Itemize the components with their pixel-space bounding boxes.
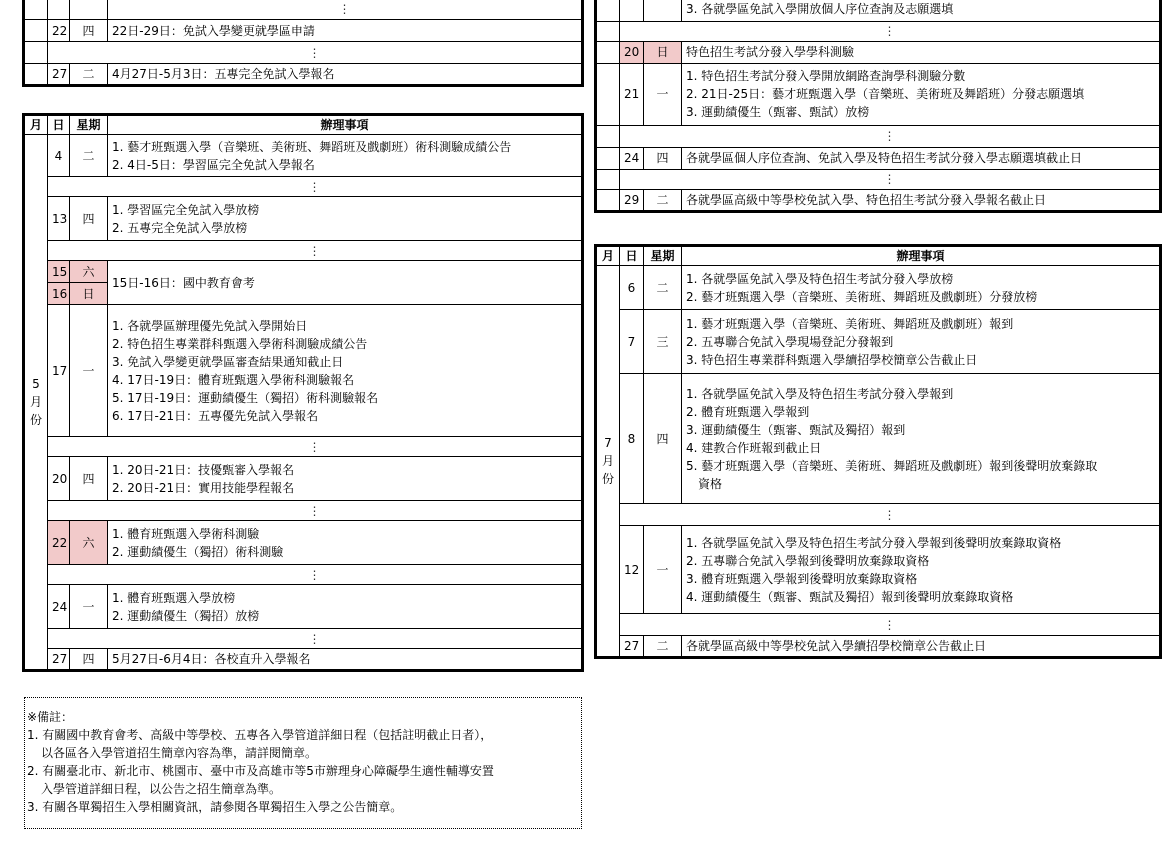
table-row [596, 636, 1161, 658]
table-row [24, 197, 583, 241]
day-cell: 22 [48, 521, 70, 565]
event-cell [682, 526, 1161, 614]
month-label-may: 5 月 份 [24, 135, 48, 671]
event-item: 3. 免試入學變更就學區審查結果通知截止日 [112, 354, 344, 369]
day-cell: 13 [48, 197, 70, 241]
ellipsis: ⋮ [48, 629, 583, 649]
event-item: 3. 各就學區免試入學開放個人序位查詢及志願選填 [682, 0, 1161, 21]
event-cell [108, 457, 583, 501]
weekday-cell: 六 [70, 261, 108, 283]
event-cell [108, 197, 583, 241]
july-schedule-table [594, 244, 1162, 659]
event-item: 1. 特色招生考試分發入學開放網路查詢學科測驗分數 [686, 69, 966, 83]
weekday-cell: 一 [644, 63, 682, 125]
event-cell [682, 189, 1161, 211]
weekday-cell: 四 [70, 649, 108, 671]
day-cell: 22 [48, 20, 70, 42]
weekday-cell: 四 [70, 197, 108, 241]
event-item: 各就學區高級中等學校免試入學續招學校簡章公告截止日 [686, 639, 987, 653]
event-item: 4. 17日-19日：體育班甄選入學術科測驗報名 [112, 372, 355, 387]
event-item: 2. 五專聯合免試入學報到後聲明放棄錄取資格 [686, 553, 930, 568]
table-row [596, 189, 1161, 211]
event-item: 2. 體育班甄選入學報到 [686, 404, 810, 419]
header-event: 辦理事項 [682, 246, 1161, 266]
day-cell: 6 [620, 266, 644, 310]
event-cell [682, 636, 1161, 658]
event-cell: 4月27日-5月3日：五專完全免試入學報名 [108, 64, 583, 86]
notes-title: ※備註： [27, 710, 74, 724]
june-fragment-table [594, 0, 1162, 213]
weekday-cell: 二 [644, 266, 682, 310]
weekday-cell: 一 [70, 585, 108, 629]
weekday-cell: 二 [70, 64, 108, 86]
event-item: 各就學區高級中等學校免試入學、特色招生考試分發入學報名截止日 [686, 192, 1047, 207]
ellipsis: ⋮ [48, 177, 583, 197]
day-cell: 15 [48, 261, 70, 283]
event-cell [108, 261, 583, 305]
header-event: 辦理事項 [108, 115, 583, 135]
table-row [24, 521, 583, 565]
ellipsis: ⋮ [48, 565, 583, 585]
weekday-cell: 日 [644, 41, 682, 63]
event-cell [682, 310, 1161, 374]
table-row [24, 261, 583, 283]
notes-box [24, 697, 582, 829]
event-item: 2. 五專完全免試入學放榜 [112, 220, 248, 235]
april-fragment-table [22, 0, 584, 87]
event-cell [682, 63, 1161, 125]
event-item: 1. 體育班甄選入學術科測驗 [112, 526, 260, 541]
event-item: 1. 各就學區免試入學及特色招生考試分發入學報到後聲明放棄錄取資格 [686, 535, 1062, 550]
table-row [24, 649, 583, 671]
ellipsis: ⋮ [620, 169, 1161, 189]
day-cell: 8 [620, 374, 644, 504]
event-item: 3. 體育班甄選入學報到後聲明放棄錄取資格 [686, 571, 918, 586]
event-item: 2. 21日-25日：藝才班甄選入學（音樂班、美術班及舞蹈班）分發志願選填 [686, 87, 1085, 101]
ellipsis: ⋮ [620, 21, 1161, 41]
day-cell: 24 [620, 147, 644, 169]
table-row [24, 135, 583, 177]
table-row [24, 585, 583, 629]
event-item: 2. 五專聯合免試入學現場登記分發報到 [686, 334, 894, 349]
event-item: 4. 運動績優生（甄審、甄試及獨招）報到後聲明放棄錄取資格 [686, 589, 1014, 604]
event-item: 2. 4日-5日：學習區完全免試入學報名 [112, 157, 315, 172]
event-item: 1. 藝才班甄選入學（音樂班、美術班、舞蹈班及戲劇班）報到 [686, 316, 1014, 331]
event-cell [682, 266, 1161, 310]
event-item: 1. 各就學區免試入學及特色招生考試分發入學放榜 [686, 271, 954, 286]
event-item: 2. 20日-21日：實用技能學程報名 [112, 480, 295, 495]
day-cell: 20 [620, 41, 644, 63]
day-cell: 7 [620, 310, 644, 374]
event-cell [682, 374, 1161, 504]
ellipsis: ⋮ [620, 614, 1161, 636]
event-item: 1. 各就學區免試入學及特色招生考試分發入學報到 [686, 386, 954, 401]
event-cell [108, 521, 583, 565]
event-item: 1. 體育班甄選入學放榜 [112, 590, 236, 605]
note-line: 以各區各入學管道招生簡章內容為準，請詳閱簡章。 [41, 746, 318, 760]
event-item: 資格 [686, 476, 723, 491]
table-row [596, 310, 1161, 374]
table-row [596, 374, 1161, 504]
event-item: 1. 20日-21日：技優甄審入學報名 [112, 462, 295, 477]
event-item: 1. 各就學區辦理優先免試入學開始日 [112, 318, 308, 333]
weekday-cell: 一 [70, 305, 108, 437]
day-cell: 4 [48, 135, 70, 177]
event-item: 2. 運動績優生（獨招）術科測驗 [112, 544, 284, 559]
day-cell: 12 [620, 526, 644, 614]
ellipsis: ⋮ [108, 0, 583, 20]
event-item: 1. 藝才班甄選入學（音樂班、美術班、舞蹈班及戲劇班）術科測驗成績公告 [112, 139, 512, 154]
table-row [24, 20, 583, 42]
event-cell: 22日-29日：免試入學變更就學區申請 [108, 20, 583, 42]
month-label-july: 7 月 份 [596, 266, 620, 658]
note-line: 3. 有關各單獨招生入學相關資訊，請參閱各單獨招生入學之公告簡章。 [27, 800, 403, 814]
event-item: 15日-16日：國中教育會考 [112, 275, 255, 290]
event-item: 2. 藝才班甄選入學（音樂班、美術班、舞蹈班及戲劇班）分發放榜 [686, 289, 1038, 304]
event-cell [682, 41, 1161, 63]
header-day: 日 [48, 115, 70, 135]
table-row [596, 526, 1161, 614]
event-item: 2. 特色招生專業群科甄選入學術科測驗成績公告 [112, 336, 368, 351]
table-row [596, 41, 1161, 63]
ellipsis: ⋮ [620, 125, 1161, 147]
event-item: 4. 建教合作班報到截止日 [686, 440, 822, 455]
table-row [596, 63, 1161, 125]
weekday-cell: 四 [70, 20, 108, 42]
day-cell: 27 [48, 64, 70, 86]
table-row [24, 305, 583, 437]
day-cell: 21 [620, 63, 644, 125]
table-row [596, 266, 1161, 310]
header-weekday: 星期 [70, 115, 108, 135]
event-item: 5. 17日-19日：運動績優生（獨招）術科測驗報名 [112, 390, 379, 405]
header-day: 日 [620, 246, 644, 266]
weekday-cell: 二 [644, 189, 682, 211]
event-item: 3. 特色招生專業群科甄選入學續招學校簡章公告截止日 [686, 352, 978, 367]
weekday-cell: 四 [644, 147, 682, 169]
day-cell: 27 [48, 649, 70, 671]
day-cell: 17 [48, 305, 70, 437]
day-cell: 29 [620, 189, 644, 211]
weekday-cell: 四 [70, 457, 108, 501]
ellipsis: ⋮ [48, 437, 583, 457]
table-row [596, 147, 1161, 169]
day-cell: 16 [48, 283, 70, 305]
event-cell [682, 147, 1161, 169]
day-cell: 24 [48, 585, 70, 629]
event-item: 2. 運動績優生（獨招）放榜 [112, 608, 260, 623]
event-item: 1. 學習區完全免試入學放榜 [112, 202, 260, 217]
note-line: 入學管道詳細日程，以公告之招生簡章為準。 [41, 782, 282, 796]
event-cell [108, 585, 583, 629]
table-row [24, 64, 583, 86]
ellipsis: ⋮ [48, 241, 583, 261]
event-item: 特色招生考試分發入學學科測驗 [686, 45, 855, 59]
weekday-cell: 日 [70, 283, 108, 305]
event-item: 3. 運動績優生（甄審、甄試）放榜 [686, 105, 870, 119]
day-cell: 20 [48, 457, 70, 501]
event-item: 5月27日-6月4日：各校直升入學報名 [112, 652, 311, 666]
weekday-cell: 二 [644, 636, 682, 658]
event-item: 3. 運動績優生（甄審、甄試及獨招）報到 [686, 422, 906, 437]
event-cell [108, 135, 583, 177]
note-line: 2. 有關臺北市、新北市、桃園市、臺中市及高雄市等5市辦理身心障礙學生適性輔導安置 [27, 764, 494, 778]
table-row [24, 457, 583, 501]
event-item: 各就學區個人序位查詢、免試入學及特色招生考試分發入學志願選填截止日 [686, 151, 1083, 165]
ellipsis: ⋮ [48, 501, 583, 521]
weekday-cell: 四 [644, 374, 682, 504]
header-month: 月 [596, 246, 620, 266]
day-cell: 27 [620, 636, 644, 658]
weekday-cell: 三 [644, 310, 682, 374]
event-cell [108, 649, 583, 671]
weekday-cell: 一 [644, 526, 682, 614]
may-schedule-table [22, 113, 584, 672]
event-item: 6. 17日-21日：五專優先免試入學報名 [112, 408, 319, 423]
event-cell [108, 305, 583, 437]
weekday-cell: 二 [70, 135, 108, 177]
weekday-cell: 六 [70, 521, 108, 565]
note-line: 1. 有關國中教育會考、高級中等學校、五專各入學管道詳細日程（包括註明截止日者）， [27, 728, 493, 742]
ellipsis: ⋮ [48, 42, 583, 64]
event-item: 5. 藝才班甄選入學（音樂班、美術班、舞蹈班及戲劇班）報到後聲明放棄錄取 [686, 458, 1098, 473]
header-weekday: 星期 [644, 246, 682, 266]
header-month: 月 [24, 115, 48, 135]
ellipsis: ⋮ [620, 504, 1161, 526]
